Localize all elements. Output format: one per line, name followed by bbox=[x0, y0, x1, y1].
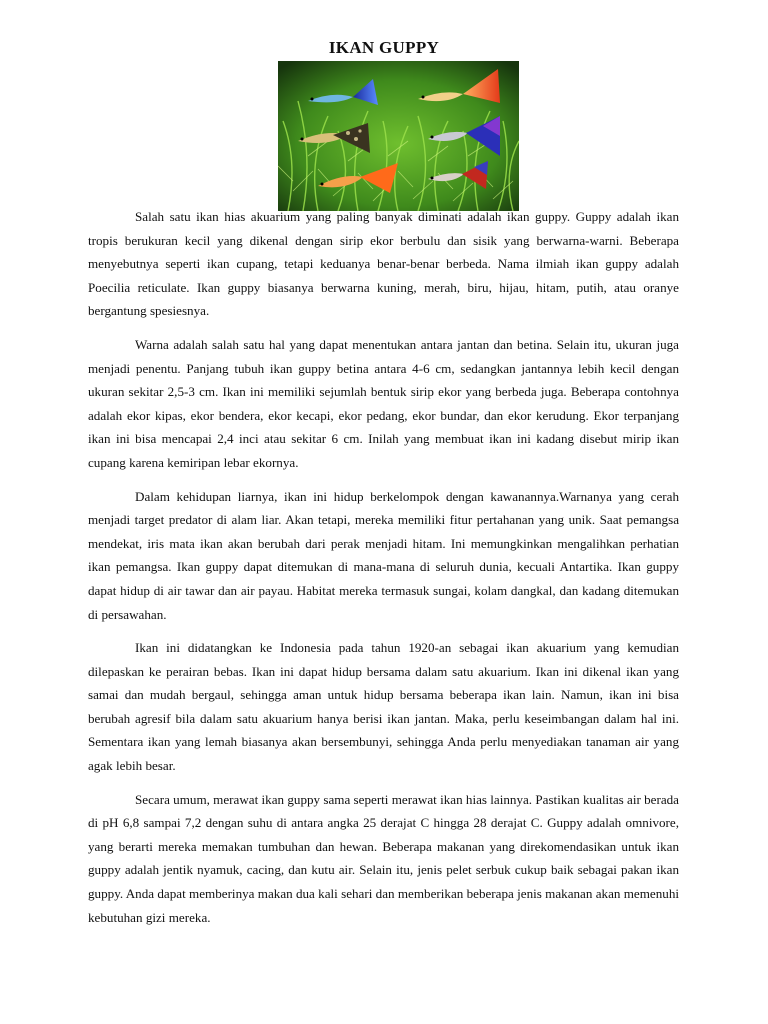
paragraph: Warna adalah salah satu hal yang dapat menentukan antara jantan dan betina. Selain itu, ukuran juga menjadi penentu. Panjang tubuh ikan guppy betina antara 4-6 cm, sedangkan jantannya lebih kecil dengan ukuran sekitar 2,5-3 cm. Ikan ini memiliki sejumlah bentuk sirip ekor yang berbeda juga. Beberapa contohnya adalah ekor kipas, ekor bendera, ekor kecapi, ekor pedang, ekor bundar, dan ekor kerudung. Ekor terpanjang ikan ini bisa mencapai 2,4 inci atau sekitar 6 cm. Inilah yang membuat ikan ini kadang disebut mirip ikan cupang karena kemiripan lebar ekornya. bbox=[88, 336, 679, 470]
document-body bbox=[88, 205, 679, 939]
document-title: IKAN GUPPY bbox=[328, 38, 440, 57]
guppy-photo bbox=[278, 61, 519, 211]
paragraph: Dalam kehidupan liarnya, ikan ini hidup berkelompok dengan kawanannya.Warnanya yang cerah menjadi target predator di alam liar. Akan tetapi, mereka memiliki fitur pertahanan yang unik. Saat pemangsa mendekat, iris mata ikan akan berubah dari perak menjadi hitam. Ini memungkinkan mengalihkan perhatian ikan pemangsa. Ikan guppy dapat ditemukan di mana-mana di seluruh dunia, kecuali Antartika. Ikan guppy dapat hidup di air tawar dan air payau. Habitat mereka termasuk sungai, kolam dangkal, dan kadang ditemukan di persawahan. bbox=[88, 488, 679, 622]
paragraph: Secara umum, merawat ikan guppy sama seperti merawat ikan hias lainnya. Pastikan kualitas air berada di pH 6,8 sampai 7,2 dengan suhu di antara angka 25 derajat C hingga 28 derajat C. Guppy adalah omnivore, yang berarti mereka memakan tumbuhan dan hewan. Beberapa makanan yang direkomendasikan untuk ikan guppy adalah jentik nyamuk, cacing, dan kutu air. Selain itu, jenis pelet serbuk cukup baik sebagai pakan ikan guppy. Anda dapat memberinya makan dua kali sehari dan memberikan beberapa jenis makanan akan memenuhi kebutuhan gizi mereka. bbox=[88, 791, 679, 925]
paragraph: Salah satu ikan hias akuarium yang paling banyak diminati adalah ikan guppy. Guppy adalah ikan tropis berukuran kecil yang dikenal dengan sirip ekor berbulu dan sisik yang berwarna-warni. Beberapa menyebutnya seperti ikan cupang, tetapi keduanya benar-benar berbeda. Nama ilmiah ikan guppy adalah Poecilia reticulate. Ikan guppy biasanya berwarna kuning, merah, biru, hijau, hitam, putih, atau oranye bergantung spesiesnya. bbox=[88, 209, 679, 319]
paragraph: Ikan ini didatangkan ke Indonesia pada tahun 1920-an sebagai ikan akuarium yang kemudian dilepaskan ke perairan bebas. Ikan ini dapat hidup bersama dalam satu akuarium. Ikan ini dikenal ikan yang samai dan mudah bergaul, sehingga aman untuk hidup bersama beberapa ikan lain. Namun, ikan ini bisa berubah agresif bila dalam satu akuarium hanya berisi ikan jantan. Maka, perlu keseimbangan dalam hal ini. Sementara ikan yang lemah biasanya akan bersembunyi, sehingga Anda perlu menyediakan tanaman air yang agak lebih besar. bbox=[88, 640, 679, 774]
